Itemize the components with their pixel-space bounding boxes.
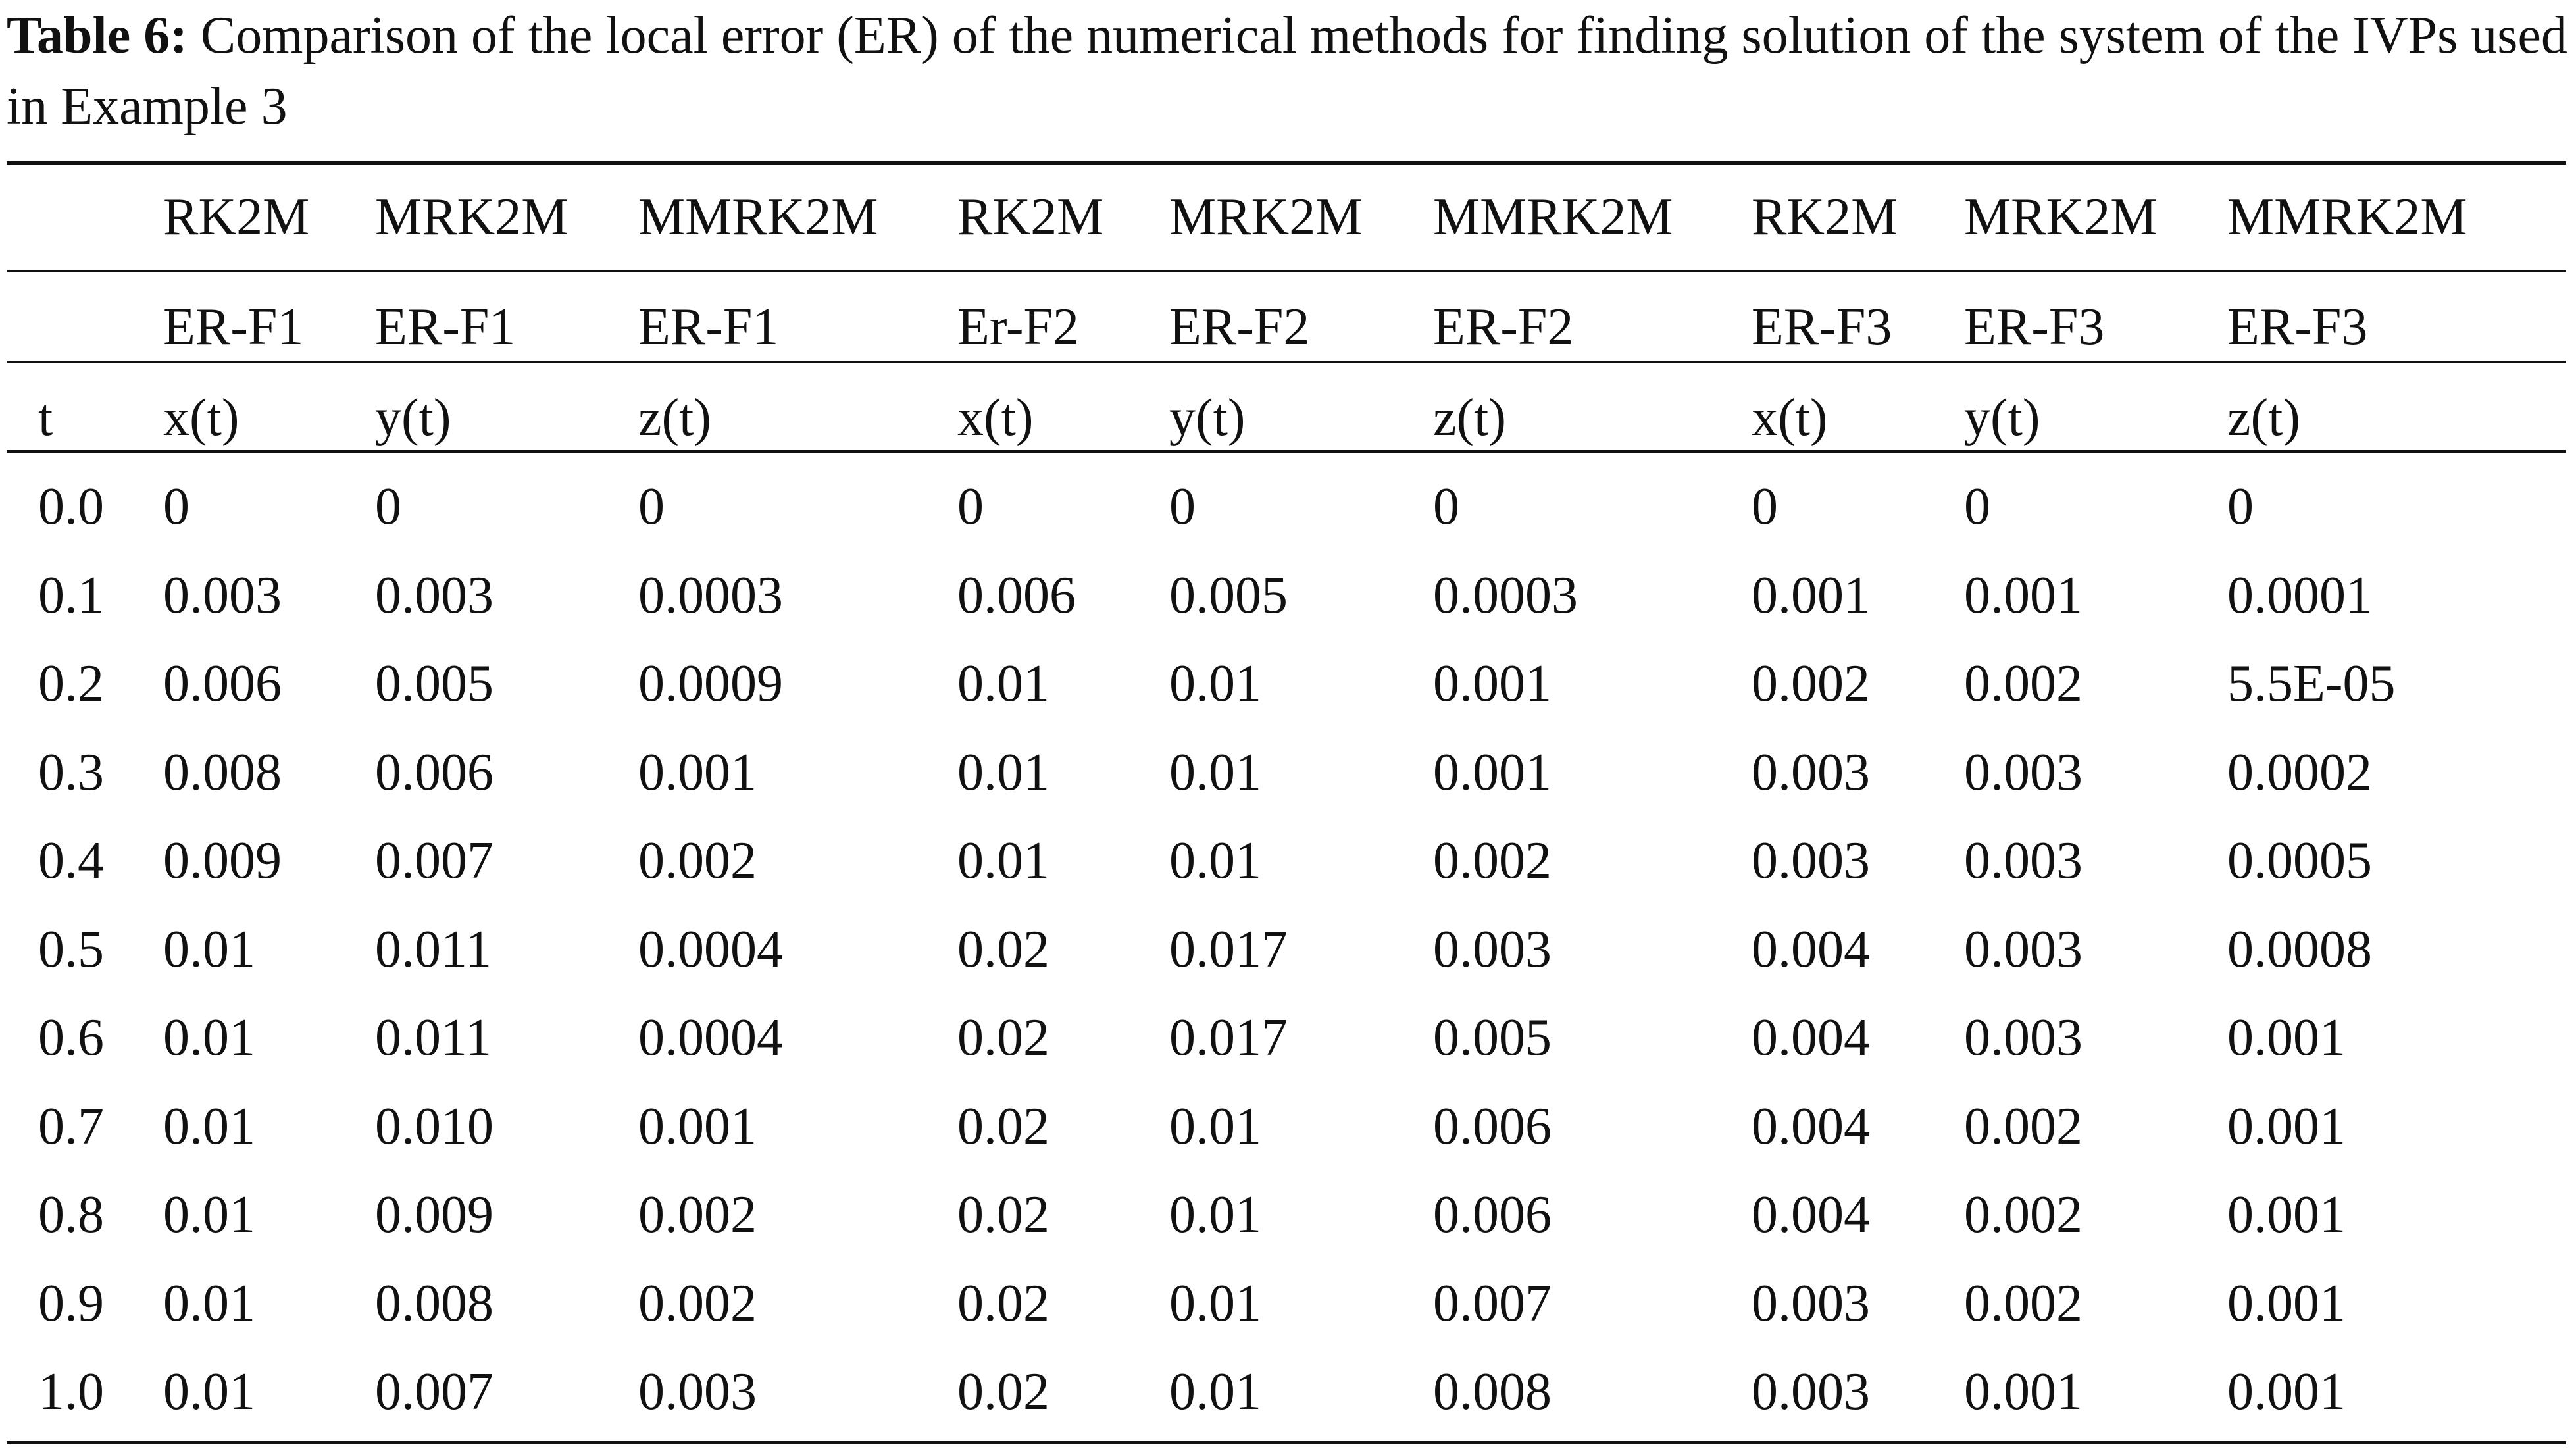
error-value-cell: 0.006 (375, 744, 493, 801)
error-value-cell: 0.01 (163, 1275, 255, 1333)
error-value-cell: 5.5E-05 (2227, 655, 2396, 713)
table-caption-label: Table 6: (7, 7, 188, 64)
error-value-cell: 0 (1752, 478, 1778, 536)
time-cell: 0.3 (38, 744, 104, 801)
error-value-cell: 0.003 (638, 1363, 757, 1421)
error-value-cell: 0 (163, 478, 189, 536)
error-value-cell: 0.003 (1964, 744, 2083, 801)
error-value-cell: 0.004 (1752, 1098, 1870, 1156)
header-rule-2 (7, 361, 2566, 363)
error-value-cell: 0.001 (2227, 1363, 2346, 1421)
variable-header-cell: y(t) (1964, 389, 2040, 447)
error-value-cell: 0.01 (1169, 1275, 1261, 1333)
error-value-cell: 0.001 (2227, 1098, 2346, 1156)
error-header-cell: ER-F2 (1433, 298, 1574, 356)
error-value-cell: 0.0001 (2227, 567, 2372, 624)
error-value-cell: 0.002 (1433, 832, 1552, 890)
error-value-cell: 0.003 (163, 567, 282, 624)
error-value-cell: 0.004 (1752, 921, 1870, 979)
time-cell: 0.5 (38, 921, 104, 979)
error-value-cell: 0.003 (1964, 832, 2083, 890)
time-cell: 0.1 (38, 567, 104, 624)
time-cell: 0.9 (38, 1275, 104, 1333)
time-cell: 1.0 (38, 1363, 104, 1421)
error-value-cell: 0.008 (375, 1275, 493, 1333)
error-value-cell: 0.02 (957, 1186, 1049, 1244)
error-value-cell: 0.02 (957, 1275, 1049, 1333)
error-value-cell: 0.01 (957, 655, 1049, 713)
error-value-cell: 0.011 (375, 921, 492, 979)
time-cell: 0.4 (38, 832, 104, 890)
error-value-cell: 0 (1433, 478, 1459, 536)
error-value-cell: 0.005 (1169, 567, 1288, 624)
error-value-cell: 0.007 (1433, 1275, 1552, 1333)
error-value-cell: 0.017 (1169, 1009, 1288, 1067)
error-header-cell: ER-F1 (638, 298, 779, 356)
error-value-cell: 0.0009 (638, 655, 783, 713)
error-value-cell: 0 (375, 478, 401, 536)
error-value-cell: 0.017 (1169, 921, 1288, 979)
table-top-rule (7, 161, 2566, 165)
error-value-cell: 0.006 (1433, 1186, 1552, 1244)
error-value-cell: 0.02 (957, 1098, 1049, 1156)
method-header-cell: MMRK2M (1433, 188, 1673, 246)
error-value-cell: 0.006 (957, 567, 1076, 624)
method-header-cell: MRK2M (1964, 188, 2158, 246)
method-header-cell: MMRK2M (2227, 188, 2467, 246)
error-value-cell: 0.001 (638, 744, 757, 801)
error-value-cell: 0.01 (163, 1009, 255, 1067)
error-value-cell: 0.003 (1752, 744, 1870, 801)
header-rule-3 (7, 450, 2566, 453)
error-value-cell: 0.001 (1964, 1363, 2083, 1421)
error-value-cell: 0.003 (375, 567, 493, 624)
error-value-cell: 0.002 (638, 1186, 757, 1244)
error-value-cell: 0.002 (638, 1275, 757, 1333)
error-value-cell: 0.01 (1169, 655, 1261, 713)
variable-header-cell: x(t) (1752, 389, 1828, 447)
error-header-cell: ER-F3 (1964, 298, 2105, 356)
error-value-cell: 0.0003 (1433, 567, 1578, 624)
error-value-cell: 0.01 (1169, 1363, 1261, 1421)
method-header-cell: RK2M (1752, 188, 1898, 246)
error-value-cell: 0.01 (1169, 832, 1261, 890)
variable-header-cell: x(t) (957, 389, 1034, 447)
time-cell: 0.6 (38, 1009, 104, 1067)
error-value-cell: 0.009 (375, 1186, 493, 1244)
error-value-cell: 0.01 (957, 832, 1049, 890)
error-header-cell: ER-F2 (1169, 298, 1310, 356)
table-bottom-rule (7, 1441, 2566, 1444)
error-value-cell: 0.002 (638, 832, 757, 890)
variable-header-cell: y(t) (375, 389, 451, 447)
error-value-cell: 0.004 (1752, 1009, 1870, 1067)
error-value-cell: 0.0005 (2227, 832, 2372, 890)
table-caption (7, 0, 2573, 142)
error-value-cell: 0.002 (1964, 1186, 2083, 1244)
error-value-cell: 0.01 (163, 921, 255, 979)
error-value-cell: 0.003 (1752, 1363, 1870, 1421)
error-value-cell: 0.01 (1169, 1098, 1261, 1156)
error-value-cell: 0.005 (1433, 1009, 1552, 1067)
error-value-cell: 0.01 (1169, 1186, 1261, 1244)
error-value-cell: 0.02 (957, 1363, 1049, 1421)
error-value-cell: 0 (957, 478, 984, 536)
error-value-cell: 0 (1964, 478, 1990, 536)
error-value-cell: 0.02 (957, 1009, 1049, 1067)
variable-header-cell: x(t) (163, 389, 240, 447)
error-value-cell: 0.01 (1169, 744, 1261, 801)
error-value-cell: 0.001 (2227, 1186, 2346, 1244)
error-value-cell: 0.01 (957, 744, 1049, 801)
error-value-cell: 0.01 (163, 1098, 255, 1156)
error-value-cell: 0.0002 (2227, 744, 2372, 801)
time-cell: 0.8 (38, 1186, 104, 1244)
method-header-cell: MRK2M (375, 188, 568, 246)
error-header-cell: ER-F1 (375, 298, 516, 356)
error-value-cell: 0.002 (1964, 655, 2083, 713)
error-value-cell: 0.003 (1964, 921, 2083, 979)
error-value-cell: 0.001 (1964, 567, 2083, 624)
error-value-cell: 0.006 (163, 655, 282, 713)
error-value-cell: 0.002 (1964, 1275, 2083, 1333)
error-value-cell: 0.011 (375, 1009, 492, 1067)
error-value-cell: 0.001 (2227, 1275, 2346, 1333)
method-header-cell: RK2M (163, 188, 310, 246)
error-value-cell: 0.0008 (2227, 921, 2372, 979)
time-cell: 0.0 (38, 478, 104, 536)
error-value-cell: 0.0004 (638, 1009, 783, 1067)
error-value-cell: 0.008 (1433, 1363, 1552, 1421)
table-caption-text: Comparison of the local error (ER) of the numerical methods for finding solution of the system of the IVPs used in Example 3 (7, 7, 2567, 136)
method-header-cell: MRK2M (1169, 188, 1363, 246)
error-value-cell: 0.001 (1433, 655, 1552, 713)
variable-header-cell: z(t) (1433, 389, 1507, 447)
time-cell: 0.2 (38, 655, 104, 713)
error-value-cell: 0.02 (957, 921, 1049, 979)
error-header-cell: Er-F2 (957, 298, 1080, 356)
error-value-cell: 0.01 (163, 1363, 255, 1421)
error-value-cell: 0.003 (1964, 1009, 2083, 1067)
error-value-cell: 0.003 (1433, 921, 1552, 979)
error-value-cell: 0.0004 (638, 921, 783, 979)
error-value-cell: 0.003 (1752, 832, 1870, 890)
variable-header-cell: z(t) (2227, 389, 2301, 447)
error-value-cell: 0.001 (1752, 567, 1870, 624)
error-value-cell: 0.008 (163, 744, 282, 801)
header-rule-1 (7, 270, 2566, 272)
error-value-cell: 0 (2227, 478, 2254, 536)
error-value-cell: 0.001 (638, 1098, 757, 1156)
time-cell: 0.7 (38, 1098, 104, 1156)
method-header-cell: MMRK2M (638, 188, 878, 246)
error-value-cell: 0.007 (375, 832, 493, 890)
variable-header-cell: t (38, 389, 53, 447)
error-value-cell: 0.010 (375, 1098, 493, 1156)
error-header-cell: ER-F3 (1752, 298, 1892, 356)
error-header-cell: ER-F1 (163, 298, 304, 356)
error-value-cell: 0.005 (375, 655, 493, 713)
error-value-cell: 0 (1169, 478, 1196, 536)
error-header-cell: ER-F3 (2227, 298, 2368, 356)
error-value-cell: 0.002 (1752, 655, 1870, 713)
error-value-cell: 0 (638, 478, 665, 536)
method-header-cell: RK2M (957, 188, 1104, 246)
error-value-cell: 0.004 (1752, 1186, 1870, 1244)
error-value-cell: 0.001 (1433, 744, 1552, 801)
error-value-cell: 0.01 (163, 1186, 255, 1244)
error-value-cell: 0.0003 (638, 567, 783, 624)
variable-header-cell: z(t) (638, 389, 712, 447)
error-value-cell: 0.001 (2227, 1009, 2346, 1067)
error-value-cell: 0.009 (163, 832, 282, 890)
error-value-cell: 0.003 (1752, 1275, 1870, 1333)
variable-header-cell: y(t) (1169, 389, 1246, 447)
error-value-cell: 0.002 (1964, 1098, 2083, 1156)
error-value-cell: 0.006 (1433, 1098, 1552, 1156)
error-value-cell: 0.007 (375, 1363, 493, 1421)
